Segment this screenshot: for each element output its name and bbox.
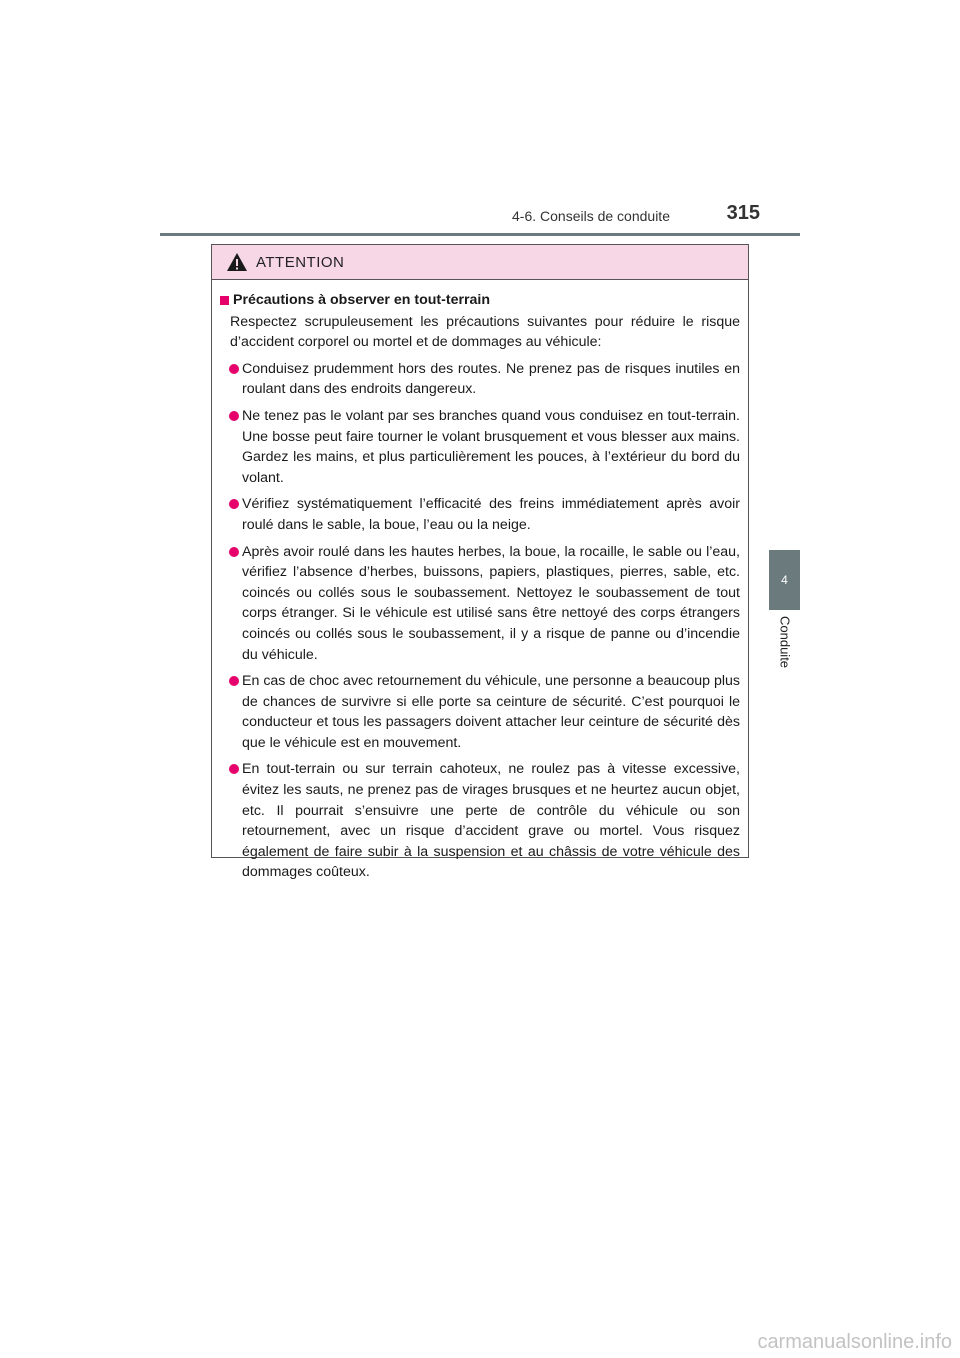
- header-divider: [160, 233, 800, 236]
- precautions-list: [220, 359, 740, 883]
- list-item: [220, 759, 740, 883]
- warning-header: [212, 245, 748, 280]
- list-item: [220, 494, 740, 535]
- chapter-tab: 4: [769, 550, 800, 610]
- warning-content: [212, 280, 748, 883]
- warning-triangle-icon: [226, 252, 248, 272]
- bullet-dot-icon: [229, 547, 239, 557]
- list-item: [220, 542, 740, 666]
- list-item: [220, 406, 740, 488]
- list-item: [220, 671, 740, 753]
- bullet-dot-icon: [229, 411, 239, 421]
- page-number: 315: [726, 202, 760, 224]
- list-item-text: Après avoir roulé dans les hautes herbes, la boue, la rocaille, le sable ou l’eau, vérifiez l’absence d’herbes, buissons, papiers, plastiques, pierres, sable, etc. coincés ou collés sous le soubassement. Nettoyez le soubassement de tout corps étranger. Si le véhicule est utilisé sans être nettoyé des corps étrangers coincés ou collés sous le soubassement, il y a risque de panne ou d’incendie du véhicule.: [242, 543, 740, 663]
- list-item-text: Conduisez prudemment hors des routes. Ne prenez pas de risques inutiles en roulant dans des endroits dangereux.: [242, 360, 740, 398]
- bullet-dot-icon: [229, 499, 239, 509]
- section-heading: [220, 290, 740, 311]
- bullet-dot-icon: [229, 364, 239, 374]
- warning-box: [211, 244, 749, 881]
- warning-title: ATTENTION: [256, 253, 345, 271]
- bullet-dot-icon: [229, 676, 239, 686]
- chapter-tab-label: Conduite: [777, 616, 793, 669]
- chapter-title: 4-6. Conseils de conduite: [512, 208, 670, 224]
- bullet-dot-icon: [229, 764, 239, 774]
- section-title: Précautions à observer en tout-terrain: [233, 292, 491, 308]
- page-header: [160, 198, 800, 234]
- list-item: [220, 359, 740, 400]
- square-bullet-icon: [220, 296, 229, 305]
- list-item-text: En cas de choc avec retournement du véhicule, une personne a beaucoup plus de chances de survivre si elle porte sa ceinture de sécurité. C’est pourquoi le conducteur et tous les passagers doivent attacher leur ceinture de sécurité dès que le véhicule est en mouvement.: [242, 673, 740, 751]
- list-item-text: Vérifiez systématiquement l’efficacité des freins immédiatement après avoir roulé dans le sable, la boue, l’eau ou la neige.: [242, 496, 740, 533]
- intro-paragraph: Respectez scrupuleusement les précautions suivantes pour réduire le risque d’accident corporel ou mortel et de dommages au véhicule:: [230, 313, 740, 351]
- list-item-text: Ne tenez pas le volant par ses branches quand vous conduisez en tout-terrain. Une bosse peut faire tourner le volant brusquement et vous blesser aux mains. Gardez les mains, et plus particulièrement les pouces, à l’extérieur du bord du volant.: [242, 407, 740, 486]
- list-item-text: En tout-terrain ou sur terrain cahoteux, ne roulez pas à vitesse excessive, évitez les sauts, ne prenez pas de virages brusques et ne heurtez aucun objet, etc. Il pourrait s’ensuivre une perte de contrôle du véhicule ou son retournement, avec un risque d’accident grave ou mortel. Vous risquez également de faire subir à la suspension et au châssis de votre véhicule des dommages coûteux.: [242, 761, 740, 881]
- watermark: carmanualsonline.info: [757, 1331, 952, 1353]
